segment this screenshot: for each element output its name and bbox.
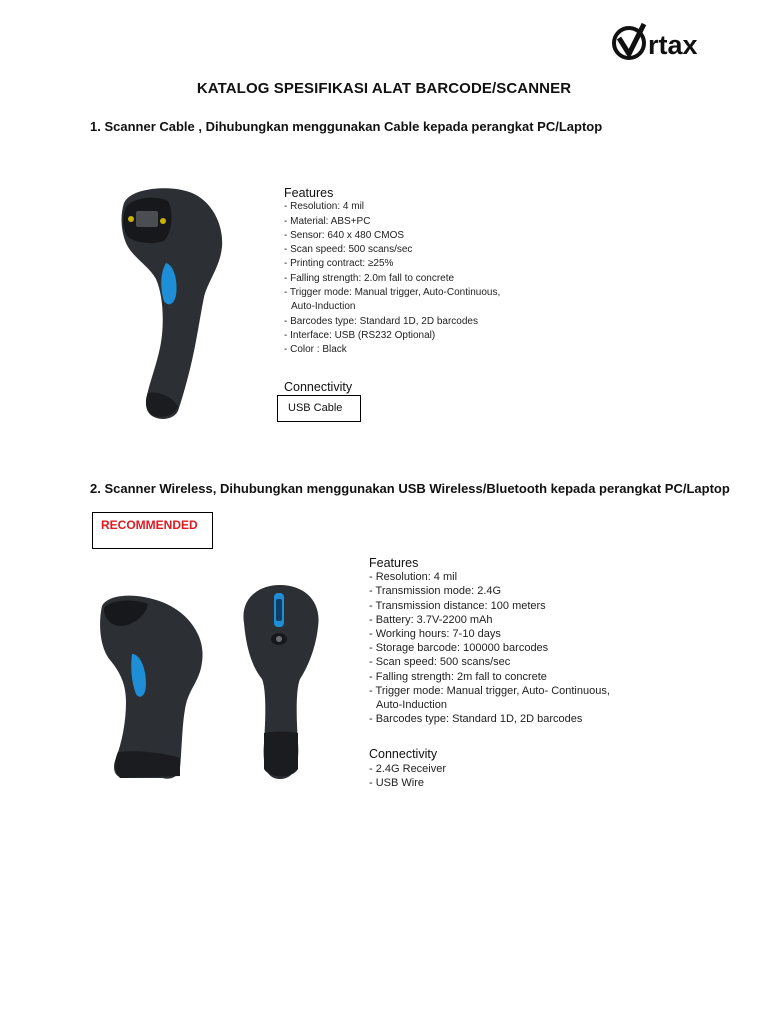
feature-item: - Working hours: 7-10 days [369, 628, 501, 641]
connectivity-item: - 2.4G Receiver [369, 763, 447, 775]
feature-item: - Battery: 3.7V-2200 mAh [369, 613, 493, 626]
v-check-logo-icon [614, 24, 644, 58]
vortax-logo [610, 20, 722, 64]
recommended-badge: RECOMMENDED [92, 512, 213, 549]
feature-item: Auto-Induction [376, 699, 447, 712]
feature-item: - Resolution: 4 mil [369, 571, 458, 584]
connectivity-header: Connectivity [284, 380, 353, 394]
feature-item: - Scan speed: 500 scans/sec [284, 244, 413, 256]
features-header: Features [284, 186, 334, 200]
feature-item: - Falling strength: 2.0m fall to concrete [284, 272, 455, 284]
feature-item: - Falling strength: 2m fall to concrete [369, 670, 547, 683]
section-1-heading: 1. Scanner Cable , Dihubungkan menggunakan Cable kepada perangkat PC/Laptop [90, 119, 603, 134]
wired-scanner-image [116, 185, 228, 423]
feature-item: - Color : Black [284, 344, 347, 356]
feature-item: - Transmission mode: 2.4G [369, 585, 502, 598]
feature-item: - Resolution: 4 mil [284, 201, 365, 213]
feature-item: - Barcodes type: Standard 1D, 2D barcodes [369, 713, 583, 726]
feature-item: - Trigger mode: Manual trigger, Auto- Continuous, [369, 684, 610, 697]
feature-item: - Printing contract: ≥25% [284, 258, 394, 270]
feature-item: - Transmission distance: 100 meters [369, 599, 546, 612]
section-2-heading: 2. Scanner Wireless, Dihubungkan menggunakan USB Wireless/Bluetooth kepada perangkat PC/Laptop [90, 481, 730, 496]
feature-item: - Storage barcode: 100000 barcodes [369, 642, 549, 655]
feature-item: - Scan speed: 500 scans/sec [369, 656, 511, 669]
connectivity-item: - USB Wire [369, 777, 424, 790]
feature-item: - Barcodes type: Standard 1D, 2D barcodes [284, 315, 478, 327]
wireless-scanner-side-image [96, 592, 208, 782]
section-2-features [369, 556, 610, 726]
features-header: Features [369, 556, 419, 570]
connectivity-header: Connectivity [369, 747, 438, 761]
logo-text: rtax [648, 30, 698, 60]
feature-item: - Interface: USB (RS232 Optional) [284, 329, 436, 341]
document-title: KATALOG SPESIFIKASI ALAT BARCODE/SCANNER [196, 80, 572, 97]
connectivity-box: USB Cable [277, 395, 361, 422]
wireless-scanner-top-image [234, 583, 324, 783]
connectivity-list [369, 762, 446, 790]
section-1-features [284, 186, 500, 358]
feature-item: Auto-Induction [291, 301, 356, 313]
feature-item: - Trigger mode: Manual trigger, Auto-Continuous, [284, 287, 501, 299]
feature-item: - Sensor: 640 x 480 CMOS [284, 229, 405, 241]
feature-item: - Material: ABS+PC [284, 215, 371, 227]
